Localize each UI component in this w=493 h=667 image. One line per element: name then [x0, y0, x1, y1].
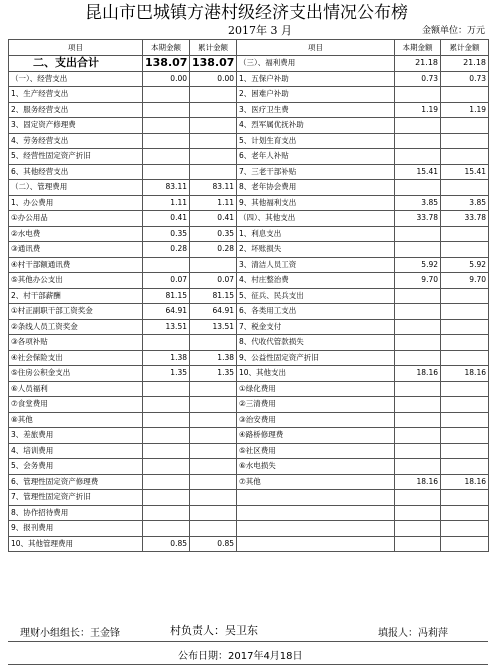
current-amount-left: 0.41	[143, 211, 190, 227]
current-amount-right	[395, 381, 441, 397]
current-amount-right: 18.16	[395, 474, 441, 490]
item-right: 5、计划生育支出	[237, 133, 395, 149]
item-right: 9、公益性固定资产折旧	[237, 350, 395, 366]
current-amount-left: 0.00	[143, 71, 190, 87]
item-right: ①绿化费用	[237, 381, 395, 397]
table-row	[9, 505, 489, 521]
table-row	[9, 366, 489, 382]
item-left: ③各项补贴	[9, 335, 143, 351]
current-amount-right	[395, 490, 441, 506]
current-amount-left: 81.15	[143, 288, 190, 304]
table-row	[9, 428, 489, 444]
current-amount-right	[395, 87, 441, 103]
item-right: ⑦其他	[237, 474, 395, 490]
table-row	[9, 226, 489, 242]
current-amount-right	[395, 428, 441, 444]
item-right: 6、各类用工支出	[237, 304, 395, 320]
table-row	[9, 164, 489, 180]
table-row	[9, 273, 489, 289]
table-row	[9, 350, 489, 366]
item-left: 6、其他经营支出	[9, 164, 143, 180]
table-row	[9, 288, 489, 304]
item-left: ①村正副职干部工资奖金	[9, 304, 143, 320]
cumulative-amount-right	[441, 149, 489, 165]
current-amount-right: 3.85	[395, 195, 441, 211]
cumulative-amount-right	[441, 536, 489, 552]
current-amount-right	[395, 335, 441, 351]
header-item-right: 项目	[237, 40, 395, 56]
item-left: 4、劳务经营支出	[9, 133, 143, 149]
current-amount-right	[395, 149, 441, 165]
table-row	[9, 149, 489, 165]
cumulative-amount-right	[441, 428, 489, 444]
current-amount-left: 1.35	[143, 366, 190, 382]
item-left: 3、固定资产修理费	[9, 118, 143, 134]
current-amount-left	[143, 149, 190, 165]
cumulative-amount-right: 18.16	[441, 474, 489, 490]
cumulative-amount-left	[190, 335, 237, 351]
current-amount-right	[395, 242, 441, 258]
current-amount-right	[395, 319, 441, 335]
item-left: ③通讯费	[9, 242, 143, 258]
cumulative-amount-left	[190, 505, 237, 521]
cumulative-amount-left	[190, 490, 237, 506]
current-amount-left	[143, 428, 190, 444]
item-right: 9、其他福利支出	[237, 195, 395, 211]
current-amount-left: 13.51	[143, 319, 190, 335]
item-right: 8、代收代管款损失	[237, 335, 395, 351]
item-right: 7、三老干部补贴	[237, 164, 395, 180]
current-amount-right	[395, 443, 441, 459]
cumulative-amount-right	[441, 87, 489, 103]
cumulative-amount-left: 0.28	[190, 242, 237, 258]
current-amount-left: 0.07	[143, 273, 190, 289]
cumulative-amount-right: 18.16	[441, 366, 489, 382]
current-amount-right	[395, 505, 441, 521]
table-row	[9, 257, 489, 273]
header-item-left: 项目	[9, 40, 143, 56]
cumulative-amount-left: 0.35	[190, 226, 237, 242]
cumulative-amount-right	[441, 397, 489, 413]
cumulative-amount-left: 0.85	[190, 536, 237, 552]
current-amount-left	[143, 87, 190, 103]
finance-group-leader: 理财小组组长：王金锋	[20, 628, 120, 639]
table-row	[9, 211, 489, 227]
table-row	[9, 87, 489, 103]
cumulative-amount-right: 0.73	[441, 71, 489, 87]
current-amount-right: 9.70	[395, 273, 441, 289]
table-row	[9, 521, 489, 537]
table-row	[9, 56, 489, 72]
current-amount-right: 5.92	[395, 257, 441, 273]
item-right: 5、征兵、民兵支出	[237, 288, 395, 304]
current-amount-right	[395, 412, 441, 428]
current-amount-right	[395, 118, 441, 134]
current-amount-left: 138.07	[143, 56, 190, 72]
publish-date-bar	[8, 641, 488, 665]
current-amount-left	[143, 490, 190, 506]
header-cumulative-left: 累计金额	[190, 40, 237, 56]
village-chief: 村负责人：吴卫东	[170, 624, 258, 637]
item-left: 5、会务费用	[9, 459, 143, 475]
cumulative-amount-left	[190, 133, 237, 149]
cumulative-amount-right	[441, 443, 489, 459]
table-row	[9, 319, 489, 335]
cumulative-amount-left	[190, 118, 237, 134]
item-right: ②三清费用	[237, 397, 395, 413]
current-amount-right: 15.41	[395, 164, 441, 180]
item-right: （四）、其他支出	[237, 211, 395, 227]
item-left: 二、支出合计	[9, 56, 143, 72]
current-amount-right: 1.19	[395, 102, 441, 118]
cumulative-amount-left: 1.11	[190, 195, 237, 211]
cumulative-amount-right: 3.85	[441, 195, 489, 211]
current-amount-left: 0.35	[143, 226, 190, 242]
item-left: （一）、经营支出	[9, 71, 143, 87]
item-right: 1、利息支出	[237, 226, 395, 242]
item-right	[237, 521, 395, 537]
item-left: 1、办公费用	[9, 195, 143, 211]
item-right: 3、清洁人员工资	[237, 257, 395, 273]
header-current-left: 本期金额	[143, 40, 190, 56]
current-amount-left	[143, 443, 190, 459]
table-row	[9, 381, 489, 397]
current-amount-right	[395, 226, 441, 242]
cumulative-amount-right	[441, 412, 489, 428]
cumulative-amount-right	[441, 226, 489, 242]
current-amount-left	[143, 102, 190, 118]
cumulative-amount-left: 13.51	[190, 319, 237, 335]
item-right: ⑥水电损失	[237, 459, 395, 475]
item-right: 2、困难户补助	[237, 87, 395, 103]
table-row	[9, 536, 489, 552]
form-filler: 填报人：冯莉萍	[378, 628, 448, 639]
item-left: 5、经营性固定资产折旧	[9, 149, 143, 165]
table-row	[9, 133, 489, 149]
current-amount-left	[143, 257, 190, 273]
item-left: 6、管理性固定资产修理费	[9, 474, 143, 490]
header-cumulative-right: 累计金额	[441, 40, 489, 56]
cumulative-amount-left	[190, 428, 237, 444]
current-amount-left	[143, 474, 190, 490]
cumulative-amount-right	[441, 242, 489, 258]
item-left: 1、生产经营支出	[9, 87, 143, 103]
current-amount-left: 1.38	[143, 350, 190, 366]
item-right	[237, 536, 395, 552]
cumulative-amount-right	[441, 459, 489, 475]
publish-date: 公布日期：2017年4月18日	[178, 651, 303, 662]
current-amount-left	[143, 397, 190, 413]
cumulative-amount-left: 138.07	[190, 56, 237, 72]
current-amount-left: 64.91	[143, 304, 190, 320]
current-amount-right: 18.16	[395, 366, 441, 382]
current-amount-right: 21.18	[395, 56, 441, 72]
item-left: 2、服务经营支出	[9, 102, 143, 118]
cumulative-amount-right: 9.70	[441, 273, 489, 289]
cumulative-amount-right	[441, 304, 489, 320]
cumulative-amount-left	[190, 412, 237, 428]
cumulative-amount-left	[190, 102, 237, 118]
cumulative-amount-right	[441, 505, 489, 521]
page-title: 昆山市巴城镇方港村级经济支出情况公布榜	[85, 3, 408, 23]
current-amount-left	[143, 164, 190, 180]
item-right: ④路桥修理费	[237, 428, 395, 444]
cumulative-amount-right	[441, 180, 489, 196]
item-left: ⑤其他办公支出	[9, 273, 143, 289]
current-amount-left	[143, 521, 190, 537]
current-amount-right: 0.73	[395, 71, 441, 87]
current-amount-left: 83.11	[143, 180, 190, 196]
table-row	[9, 71, 489, 87]
cumulative-amount-right	[441, 350, 489, 366]
item-right: 6、老年人补贴	[237, 149, 395, 165]
current-amount-left	[143, 118, 190, 134]
cumulative-amount-right	[441, 133, 489, 149]
table-row	[9, 335, 489, 351]
cumulative-amount-right: 21.18	[441, 56, 489, 72]
item-left: 9、报刊费用	[9, 521, 143, 537]
cumulative-amount-right	[441, 490, 489, 506]
item-right: 1、五保户补助	[237, 71, 395, 87]
item-left: 10、其他管理费用	[9, 536, 143, 552]
current-amount-right	[395, 133, 441, 149]
header-current-right: 本期金额	[395, 40, 441, 56]
current-amount-left	[143, 335, 190, 351]
cumulative-amount-left	[190, 149, 237, 165]
cumulative-amount-right	[441, 521, 489, 537]
cumulative-amount-right: 1.19	[441, 102, 489, 118]
item-left: 4、培训费用	[9, 443, 143, 459]
current-amount-left	[143, 381, 190, 397]
item-left: ①办公用品	[9, 211, 143, 227]
cumulative-amount-left	[190, 397, 237, 413]
cumulative-amount-left: 83.11	[190, 180, 237, 196]
cumulative-amount-right	[441, 118, 489, 134]
item-left: ⑥人员福利	[9, 381, 143, 397]
current-amount-left	[143, 459, 190, 475]
item-left: 8、协作招待费用	[9, 505, 143, 521]
current-amount-left: 0.28	[143, 242, 190, 258]
table-header-row	[9, 40, 489, 56]
item-left: （二）、管理费用	[9, 180, 143, 196]
item-right: 8、老年协会费用	[237, 180, 395, 196]
item-left: ⑦食堂费用	[9, 397, 143, 413]
current-amount-right	[395, 521, 441, 537]
current-amount-right	[395, 459, 441, 475]
item-left: ⑤住房公积金支出	[9, 366, 143, 382]
table-row	[9, 459, 489, 475]
table-row	[9, 180, 489, 196]
cumulative-amount-left	[190, 521, 237, 537]
item-right	[237, 490, 395, 506]
item-left: 7、管理性固定资产折旧	[9, 490, 143, 506]
current-amount-left	[143, 505, 190, 521]
cumulative-amount-left: 81.15	[190, 288, 237, 304]
cumulative-amount-left: 1.38	[190, 350, 237, 366]
item-left: 3、差旅费用	[9, 428, 143, 444]
cumulative-amount-left	[190, 459, 237, 475]
table-row	[9, 412, 489, 428]
cumulative-amount-right	[441, 319, 489, 335]
item-right: （三）、福利费用	[237, 56, 395, 72]
table-row	[9, 118, 489, 134]
table-row	[9, 195, 489, 211]
table-row	[9, 397, 489, 413]
cumulative-amount-left: 1.35	[190, 366, 237, 382]
cumulative-amount-right: 15.41	[441, 164, 489, 180]
current-amount-right	[395, 397, 441, 413]
cumulative-amount-left	[190, 257, 237, 273]
table-row	[9, 242, 489, 258]
item-left: ⑧其他	[9, 412, 143, 428]
current-amount-left	[143, 133, 190, 149]
item-right	[237, 505, 395, 521]
current-amount-right: 33.78	[395, 211, 441, 227]
current-amount-left: 0.85	[143, 536, 190, 552]
cumulative-amount-right: 33.78	[441, 211, 489, 227]
item-right: 4、村庄整治费	[237, 273, 395, 289]
item-right: 4、烈军属优抚补助	[237, 118, 395, 134]
cumulative-amount-left: 0.41	[190, 211, 237, 227]
item-right: 10、其他支出	[237, 366, 395, 382]
cumulative-amount-left	[190, 443, 237, 459]
report-period: 2017年 3 月	[228, 24, 292, 37]
table-row	[9, 304, 489, 320]
table-row	[9, 474, 489, 490]
current-amount-left	[143, 412, 190, 428]
item-left: ②水电费	[9, 226, 143, 242]
amount-unit: 金额单位：万元	[421, 26, 485, 36]
cumulative-amount-left	[190, 474, 237, 490]
item-right: 7、税金支付	[237, 319, 395, 335]
item-left: ④社会保险支出	[9, 350, 143, 366]
cumulative-amount-left: 0.07	[190, 273, 237, 289]
current-amount-right	[395, 288, 441, 304]
cumulative-amount-left: 64.91	[190, 304, 237, 320]
cumulative-amount-right: 5.92	[441, 257, 489, 273]
current-amount-right	[395, 304, 441, 320]
cumulative-amount-left	[190, 164, 237, 180]
current-amount-right	[395, 536, 441, 552]
item-left: 2、村干部薪酬	[9, 288, 143, 304]
current-amount-left: 1.11	[143, 195, 190, 211]
signature-footer	[8, 620, 488, 640]
cumulative-amount-left: 0.00	[190, 71, 237, 87]
item-left: ④村干部额通讯费	[9, 257, 143, 273]
item-right: 2、坏账损失	[237, 242, 395, 258]
expenditure-table	[8, 39, 489, 552]
table-row	[9, 443, 489, 459]
item-right: 3、医疗卫生费	[237, 102, 395, 118]
item-right: ③治安费用	[237, 412, 395, 428]
cumulative-amount-left	[190, 381, 237, 397]
cumulative-amount-right	[441, 288, 489, 304]
item-left: ②条线人员工资奖金	[9, 319, 143, 335]
cumulative-amount-right	[441, 381, 489, 397]
table-row	[9, 490, 489, 506]
table-row	[9, 102, 489, 118]
item-right: ⑤社区费用	[237, 443, 395, 459]
cumulative-amount-right	[441, 335, 489, 351]
cumulative-amount-left	[190, 87, 237, 103]
current-amount-right	[395, 350, 441, 366]
current-amount-right	[395, 180, 441, 196]
